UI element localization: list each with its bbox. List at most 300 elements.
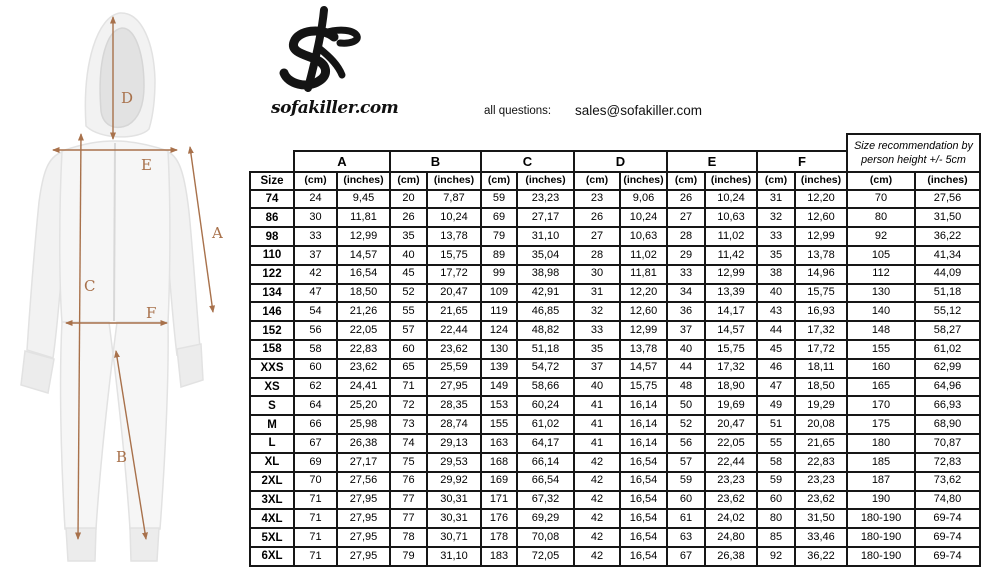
col-header-D: D — [573, 150, 666, 171]
value-cell: 43 — [756, 301, 794, 320]
value-cell: 15,75 — [794, 283, 846, 302]
value-cell: 13,78 — [619, 339, 666, 358]
value-cell: 72,05 — [516, 546, 573, 565]
value-cell: 58 — [756, 452, 794, 471]
value-cell: 69-74 — [914, 508, 979, 527]
value-cell: 24,02 — [704, 508, 756, 527]
value-cell: 10,63 — [619, 226, 666, 245]
value-cell: 22,83 — [794, 452, 846, 471]
value-cell: 28,74 — [426, 414, 480, 433]
value-cell: 9,06 — [619, 189, 666, 208]
value-cell: 31 — [756, 189, 794, 208]
value-cell: 12,99 — [336, 226, 389, 245]
value-cell: 29,92 — [426, 471, 480, 490]
value-cell: 42 — [573, 490, 619, 509]
value-cell: 74 — [389, 433, 426, 452]
value-cell: 22,05 — [704, 433, 756, 452]
value-cell: 10,24 — [704, 189, 756, 208]
value-cell: 47 — [756, 377, 794, 396]
value-cell: 40 — [756, 283, 794, 302]
value-cell: 66,93 — [914, 395, 979, 414]
size-cell: 5XL — [249, 527, 293, 546]
size-cell: XL — [249, 452, 293, 471]
value-cell: 16,54 — [619, 527, 666, 546]
size-cell: 3XL — [249, 490, 293, 509]
value-cell: 72 — [389, 395, 426, 414]
value-cell: 76 — [389, 471, 426, 490]
value-cell: 33 — [666, 264, 704, 283]
value-cell: 163 — [480, 433, 516, 452]
value-cell: 51,18 — [914, 283, 979, 302]
contact-label: all questions: — [484, 105, 552, 117]
value-cell: 21,26 — [336, 301, 389, 320]
value-cell: 33 — [756, 226, 794, 245]
value-cell: 71 — [293, 546, 336, 565]
value-cell: 180-190 — [846, 508, 914, 527]
value-cell: 35 — [756, 245, 794, 264]
value-cell: 30 — [293, 207, 336, 226]
value-cell: 92 — [846, 226, 914, 245]
value-cell: 31,10 — [516, 226, 573, 245]
size-cell: S — [249, 395, 293, 414]
label-E: E — [141, 156, 152, 174]
value-cell: 67 — [666, 546, 704, 565]
onesie-photo — [21, 13, 203, 561]
value-cell: 64 — [293, 395, 336, 414]
value-cell: 55,12 — [914, 301, 979, 320]
value-cell: 52 — [389, 283, 426, 302]
size-cell: 74 — [249, 189, 293, 208]
value-cell: 16,54 — [619, 452, 666, 471]
value-cell: 180-190 — [846, 546, 914, 565]
value-cell: 27,17 — [336, 452, 389, 471]
value-cell: 29 — [666, 245, 704, 264]
value-cell: 105 — [846, 245, 914, 264]
value-cell: 69 — [480, 207, 516, 226]
value-cell: 35 — [389, 226, 426, 245]
value-cell: 140 — [846, 301, 914, 320]
value-cell: 124 — [480, 320, 516, 339]
value-cell: 16,54 — [619, 471, 666, 490]
value-cell: 66,14 — [516, 452, 573, 471]
value-cell: 64,96 — [914, 377, 979, 396]
unit-header-inches: (inches) — [619, 171, 666, 189]
value-cell: 23,62 — [704, 490, 756, 509]
value-cell: 57 — [666, 452, 704, 471]
unit-header-inches: (inches) — [336, 171, 389, 189]
value-cell: 15,75 — [426, 245, 480, 264]
value-cell: 80 — [756, 508, 794, 527]
unit-header-inches: (inches) — [704, 171, 756, 189]
unit-header-inches: (inches) — [426, 171, 480, 189]
value-cell: 59 — [480, 189, 516, 208]
unit-header-cm: (cm) — [756, 171, 794, 189]
size-cell: 158 — [249, 339, 293, 358]
value-cell: 31,50 — [914, 207, 979, 226]
value-cell: 27,95 — [336, 527, 389, 546]
value-cell: 190 — [846, 490, 914, 509]
value-cell: 89 — [480, 245, 516, 264]
value-cell: 61 — [666, 508, 704, 527]
right-cuff — [177, 344, 203, 387]
value-cell: 56 — [293, 320, 336, 339]
value-cell: 50 — [666, 395, 704, 414]
value-cell: 16,54 — [336, 264, 389, 283]
size-cell: L — [249, 433, 293, 452]
value-cell: 70 — [846, 189, 914, 208]
col-header-B: B — [389, 150, 480, 171]
size-cell: 146 — [249, 301, 293, 320]
value-cell: 35,04 — [516, 245, 573, 264]
value-cell: 148 — [846, 320, 914, 339]
value-cell: 42 — [573, 508, 619, 527]
value-cell: 58 — [293, 339, 336, 358]
value-cell: 16,14 — [619, 433, 666, 452]
value-cell: 44 — [666, 358, 704, 377]
value-cell: 67 — [293, 433, 336, 452]
value-cell: 63 — [666, 527, 704, 546]
value-cell: 30,31 — [426, 490, 480, 509]
size-cell: 152 — [249, 320, 293, 339]
value-cell: 60 — [389, 339, 426, 358]
value-cell: 16,14 — [619, 395, 666, 414]
value-cell: 42 — [293, 264, 336, 283]
size-cell: 4XL — [249, 508, 293, 527]
value-cell: 9,45 — [336, 189, 389, 208]
value-cell: 45 — [389, 264, 426, 283]
label-F: F — [146, 304, 157, 322]
value-cell: 18,50 — [336, 283, 389, 302]
value-cell: 77 — [389, 490, 426, 509]
value-cell: 149 — [480, 377, 516, 396]
value-cell: 14,17 — [704, 301, 756, 320]
value-cell: 119 — [480, 301, 516, 320]
size-cell: XXS — [249, 358, 293, 377]
value-cell: 34 — [666, 283, 704, 302]
value-cell: 33,46 — [794, 527, 846, 546]
value-cell: 23,23 — [794, 471, 846, 490]
value-cell: 75 — [389, 452, 426, 471]
value-cell: 30,31 — [426, 508, 480, 527]
value-cell: 12,20 — [619, 283, 666, 302]
value-cell: 79 — [389, 546, 426, 565]
value-cell: 14,57 — [336, 245, 389, 264]
value-cell: 16,54 — [619, 508, 666, 527]
value-cell: 31,50 — [794, 508, 846, 527]
value-cell: 17,72 — [426, 264, 480, 283]
value-cell: 11,81 — [619, 264, 666, 283]
hood-opening — [100, 28, 144, 127]
value-cell: 69-74 — [914, 527, 979, 546]
size-cell: 122 — [249, 264, 293, 283]
unit-header-inches: (inches) — [794, 171, 846, 189]
unit-header-cm: (cm) — [480, 171, 516, 189]
value-cell: 30,71 — [426, 527, 480, 546]
value-cell: 24 — [293, 189, 336, 208]
size-column-header: Size — [249, 171, 293, 189]
value-cell: 60,24 — [516, 395, 573, 414]
value-cell: 12,60 — [794, 207, 846, 226]
value-cell: 185 — [846, 452, 914, 471]
value-cell: 37 — [293, 245, 336, 264]
label-C: C — [84, 277, 96, 295]
value-cell: 71 — [293, 508, 336, 527]
value-cell: 42 — [573, 527, 619, 546]
value-cell: 38,98 — [516, 264, 573, 283]
value-cell: 51,18 — [516, 339, 573, 358]
value-cell: 79 — [480, 226, 516, 245]
value-cell: 16,54 — [619, 490, 666, 509]
value-cell: 22,05 — [336, 320, 389, 339]
value-cell: 44,09 — [914, 264, 979, 283]
value-cell: 24,80 — [704, 527, 756, 546]
value-cell: 14,57 — [704, 320, 756, 339]
value-cell: 27,56 — [914, 189, 979, 208]
value-cell: 7,87 — [426, 189, 480, 208]
value-cell: 37 — [573, 358, 619, 377]
value-cell: 41,34 — [914, 245, 979, 264]
value-cell: 27,17 — [516, 207, 573, 226]
unit-header-cm: (cm) — [573, 171, 619, 189]
value-cell: 57 — [389, 320, 426, 339]
value-cell: 61,02 — [914, 339, 979, 358]
value-cell: 99 — [480, 264, 516, 283]
value-cell: 55 — [389, 301, 426, 320]
label-A: A — [212, 224, 223, 242]
label-B: B — [116, 448, 128, 466]
value-cell: 18,50 — [794, 377, 846, 396]
value-cell: 71 — [293, 490, 336, 509]
value-cell: 12,99 — [704, 264, 756, 283]
value-cell: 59 — [666, 471, 704, 490]
value-cell: 20,47 — [704, 414, 756, 433]
value-cell: 46,85 — [516, 301, 573, 320]
value-cell: 42 — [573, 452, 619, 471]
value-cell: 24,41 — [336, 377, 389, 396]
value-cell: 11,02 — [704, 226, 756, 245]
label-D: D — [121, 89, 134, 107]
value-cell: 69 — [293, 452, 336, 471]
value-cell: 27 — [573, 226, 619, 245]
value-cell: 67,32 — [516, 490, 573, 509]
value-cell: 175 — [846, 414, 914, 433]
value-cell: 20,08 — [794, 414, 846, 433]
value-cell: 165 — [846, 377, 914, 396]
value-cell: 40 — [573, 377, 619, 396]
value-cell: 36,22 — [914, 226, 979, 245]
value-cell: 85 — [756, 527, 794, 546]
value-cell: 155 — [846, 339, 914, 358]
value-cell: 59 — [756, 471, 794, 490]
value-cell: 16,93 — [794, 301, 846, 320]
value-cell: 139 — [480, 358, 516, 377]
value-cell: 27,95 — [426, 377, 480, 396]
value-cell: 41 — [573, 395, 619, 414]
size-cell: 2XL — [249, 471, 293, 490]
value-cell: 170 — [846, 395, 914, 414]
value-cell: 28 — [573, 245, 619, 264]
value-cell: 17,72 — [794, 339, 846, 358]
value-cell: 41 — [573, 433, 619, 452]
value-cell: 42 — [573, 471, 619, 490]
value-cell: 10,24 — [426, 207, 480, 226]
value-cell: 18,90 — [704, 377, 756, 396]
size-cell: 110 — [249, 245, 293, 264]
size-cell: 134 — [249, 283, 293, 302]
value-cell: 23 — [573, 189, 619, 208]
value-cell: 27,95 — [336, 508, 389, 527]
value-cell: 10,24 — [619, 207, 666, 226]
value-cell: 27 — [666, 207, 704, 226]
unit-header-cm: (cm) — [293, 171, 336, 189]
col-header-C: C — [480, 150, 573, 171]
value-cell: 13,39 — [704, 283, 756, 302]
value-cell: 187 — [846, 471, 914, 490]
value-cell: 70,87 — [914, 433, 979, 452]
col-header-A: A — [293, 150, 389, 171]
contact-email: sales@sofakiller.com — [575, 103, 702, 118]
value-cell: 155 — [480, 414, 516, 433]
col-header-E: E — [666, 150, 756, 171]
value-cell: 22,44 — [704, 452, 756, 471]
value-cell: 78 — [389, 527, 426, 546]
value-cell: 23,62 — [336, 358, 389, 377]
value-cell: 60 — [666, 490, 704, 509]
value-cell: 70 — [293, 471, 336, 490]
value-cell: 48,82 — [516, 320, 573, 339]
unit-header-cm: (cm) — [846, 171, 914, 189]
value-cell: 13,78 — [426, 226, 480, 245]
value-cell: 15,75 — [704, 339, 756, 358]
size-cell: 86 — [249, 207, 293, 226]
value-cell: 23,62 — [426, 339, 480, 358]
value-cell: 19,29 — [794, 395, 846, 414]
value-cell: 112 — [846, 264, 914, 283]
value-cell: 176 — [480, 508, 516, 527]
value-cell: 42 — [573, 546, 619, 565]
value-cell: 66 — [293, 414, 336, 433]
value-cell: 14,96 — [794, 264, 846, 283]
value-cell: 168 — [480, 452, 516, 471]
value-cell: 51 — [756, 414, 794, 433]
value-cell: 26 — [666, 189, 704, 208]
value-cell: 180-190 — [846, 527, 914, 546]
value-cell: 32 — [756, 207, 794, 226]
value-cell: 130 — [480, 339, 516, 358]
value-cell: 33 — [293, 226, 336, 245]
value-cell: 70,08 — [516, 527, 573, 546]
value-cell: 45 — [756, 339, 794, 358]
value-cell: 16,54 — [619, 546, 666, 565]
value-cell: 48 — [666, 377, 704, 396]
col-header-F: F — [756, 150, 846, 171]
value-cell: 62,99 — [914, 358, 979, 377]
value-cell: 54,72 — [516, 358, 573, 377]
value-cell: 71 — [389, 377, 426, 396]
value-cell: 10,63 — [704, 207, 756, 226]
unit-header-inches: (inches) — [516, 171, 573, 189]
size-cell: XS — [249, 377, 293, 396]
value-cell: 49 — [756, 395, 794, 414]
value-cell: 160 — [846, 358, 914, 377]
value-cell: 72,83 — [914, 452, 979, 471]
value-cell: 178 — [480, 527, 516, 546]
size-cell: 6XL — [249, 546, 293, 565]
value-cell: 183 — [480, 546, 516, 565]
value-cell: 54 — [293, 301, 336, 320]
value-cell: 16,14 — [619, 414, 666, 433]
value-cell: 25,98 — [336, 414, 389, 433]
value-cell: 74,80 — [914, 490, 979, 509]
unit-header-inches: (inches) — [914, 171, 979, 189]
value-cell: 14,57 — [619, 358, 666, 377]
size-table — [249, 133, 981, 567]
value-cell: 80 — [846, 207, 914, 226]
value-cell: 28 — [666, 226, 704, 245]
value-cell: 23,62 — [794, 490, 846, 509]
value-cell: 26,38 — [336, 433, 389, 452]
recommendation-header: Size recommendation by person height +/- 5cm — [846, 133, 979, 171]
value-cell: 11,42 — [704, 245, 756, 264]
value-cell: 28,35 — [426, 395, 480, 414]
value-cell: 27,56 — [336, 471, 389, 490]
value-cell: 19,69 — [704, 395, 756, 414]
value-cell: 20,47 — [426, 283, 480, 302]
value-cell: 31,10 — [426, 546, 480, 565]
value-cell: 92 — [756, 546, 794, 565]
value-cell: 30 — [573, 264, 619, 283]
value-cell: 29,53 — [426, 452, 480, 471]
value-cell: 60 — [756, 490, 794, 509]
value-cell: 33 — [573, 320, 619, 339]
value-cell: 15,75 — [619, 377, 666, 396]
sofakiller-logo-monogram — [270, 0, 380, 100]
value-cell: 35 — [573, 339, 619, 358]
value-cell: 29,13 — [426, 433, 480, 452]
value-cell: 25,59 — [426, 358, 480, 377]
value-cell: 22,44 — [426, 320, 480, 339]
value-cell: 60 — [293, 358, 336, 377]
value-cell: 22,83 — [336, 339, 389, 358]
value-cell: 40 — [389, 245, 426, 264]
value-cell: 180 — [846, 433, 914, 452]
onesie-measurement-diagram — [0, 0, 250, 584]
unit-header-cm: (cm) — [389, 171, 426, 189]
value-cell: 21,65 — [794, 433, 846, 452]
value-cell: 47 — [293, 283, 336, 302]
value-cell: 73 — [389, 414, 426, 433]
value-cell: 27,95 — [336, 490, 389, 509]
left-cuff — [21, 351, 54, 393]
value-cell: 36,22 — [794, 546, 846, 565]
value-cell: 23,23 — [704, 471, 756, 490]
value-cell: 23,23 — [516, 189, 573, 208]
value-cell: 31 — [573, 283, 619, 302]
size-cell: M — [249, 414, 293, 433]
value-cell: 69,29 — [516, 508, 573, 527]
value-cell: 17,32 — [794, 320, 846, 339]
value-cell: 153 — [480, 395, 516, 414]
value-cell: 66,54 — [516, 471, 573, 490]
value-cell: 21,65 — [426, 301, 480, 320]
value-cell: 18,11 — [794, 358, 846, 377]
value-cell: 56 — [666, 433, 704, 452]
value-cell: 52 — [666, 414, 704, 433]
value-cell: 68,90 — [914, 414, 979, 433]
value-cell: 64,17 — [516, 433, 573, 452]
logo-site-text: sofakiller.com — [271, 98, 399, 118]
value-cell: 27,95 — [336, 546, 389, 565]
